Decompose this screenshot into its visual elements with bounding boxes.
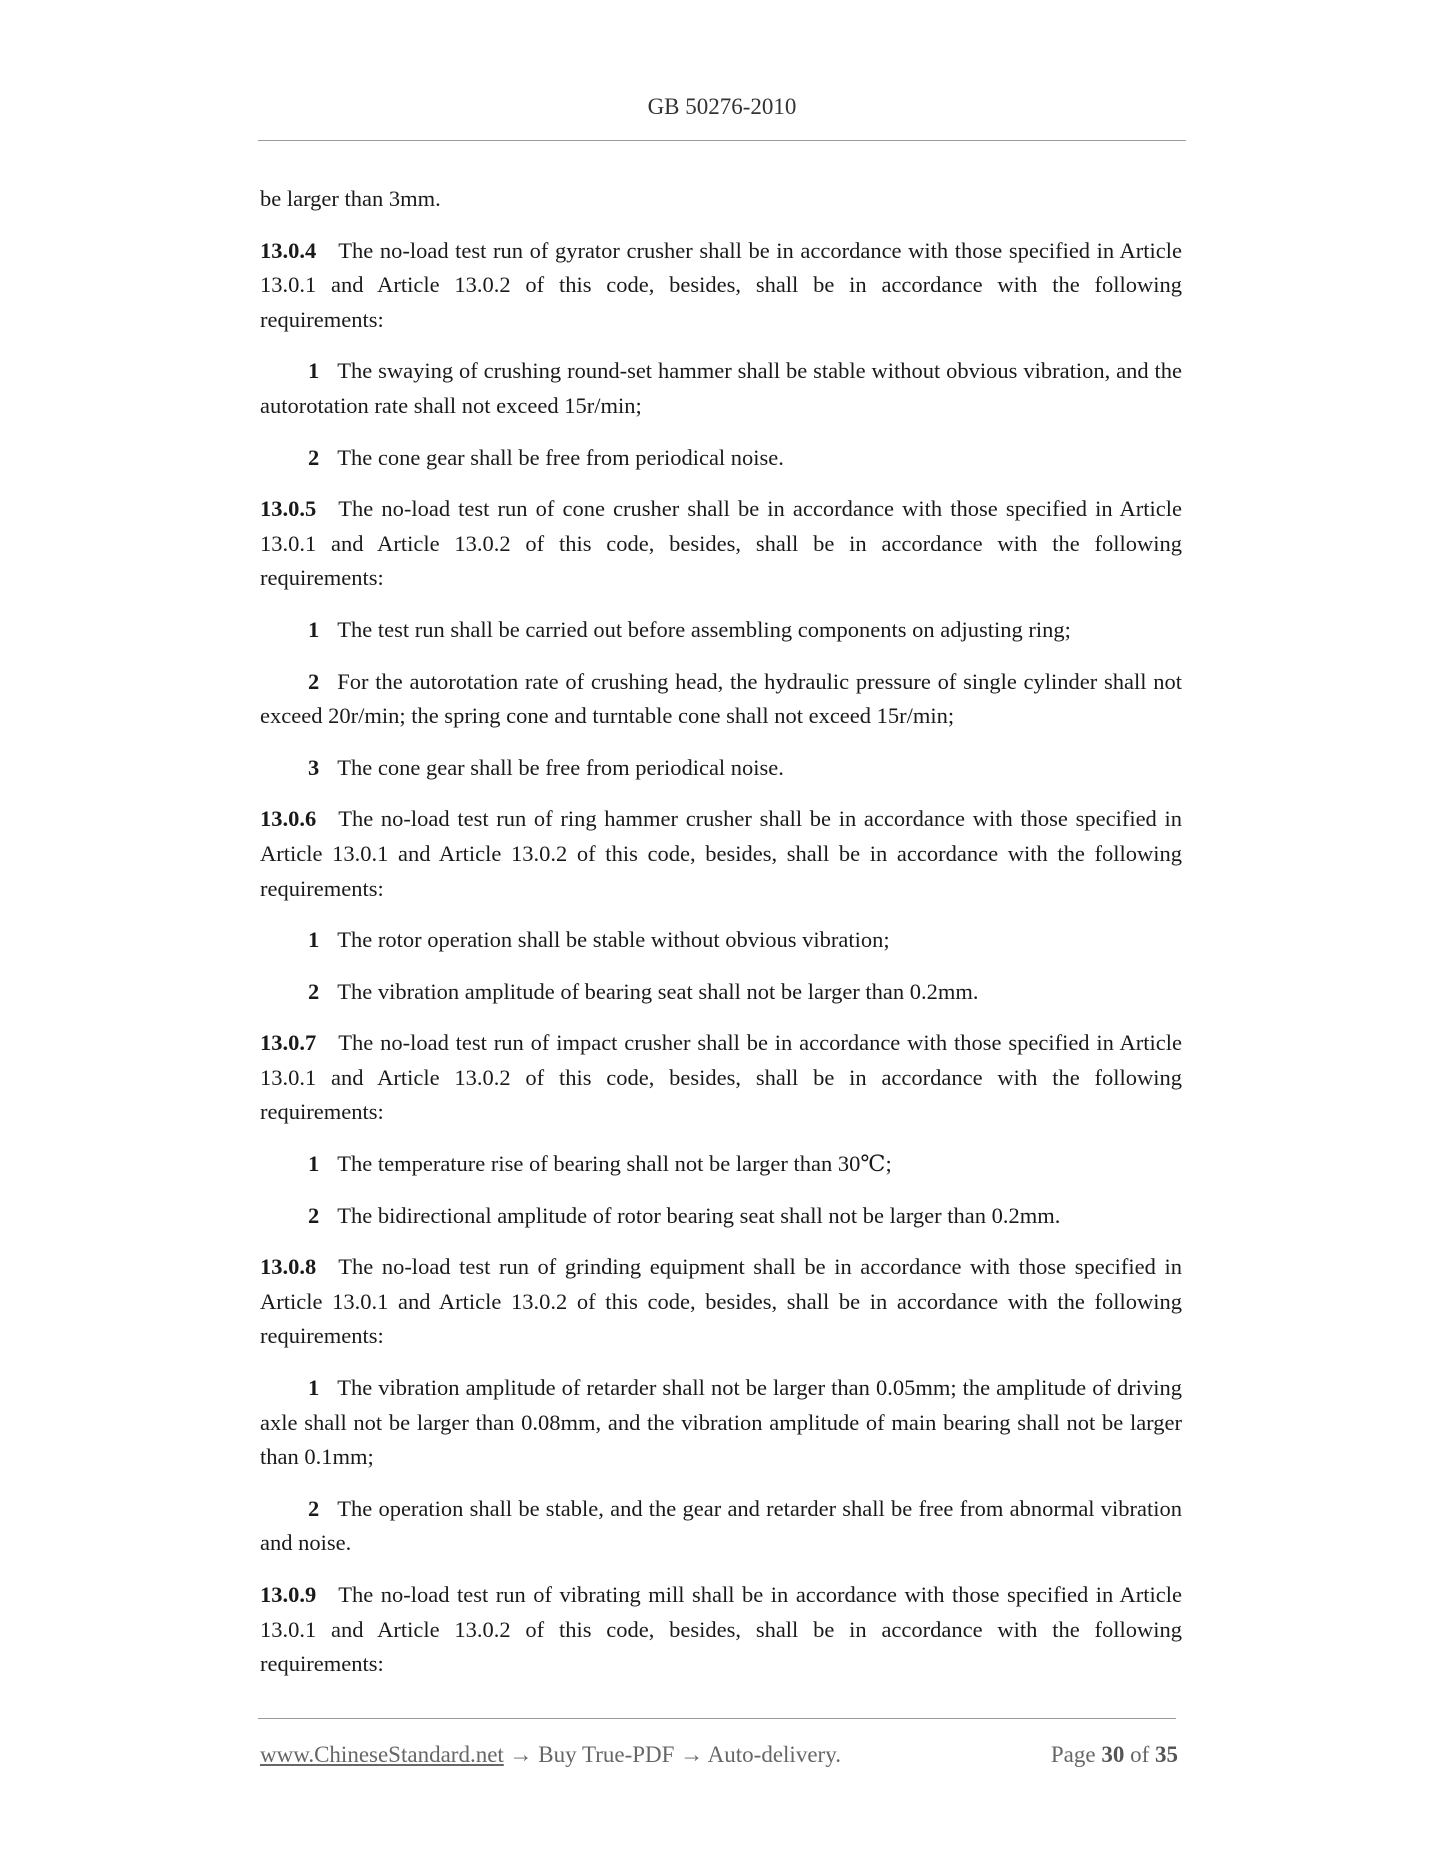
document-body (260, 182, 1182, 1699)
clause-13-0-4 (260, 234, 1182, 338)
item-text: The test run shall be carried out before assembling components on adjusting ring; (337, 616, 1071, 642)
item-number: 1 (308, 1375, 320, 1401)
list-item (260, 751, 1182, 786)
list-item (260, 923, 1182, 958)
page-number: 30 (1101, 1742, 1125, 1767)
clause-text: The no-load test run of gyrator crusher shall be in accordance with those specified in Article 13.0.1 and Article 13.0.2 of this code, besides, shall be in accordance with the following requirements: (260, 237, 1182, 332)
page-label: Page (1050, 1742, 1096, 1767)
footer-divider (258, 1718, 1176, 1719)
page-indicator (1051, 1742, 1178, 1768)
of-label: of (1130, 1742, 1150, 1767)
clause-13-0-6 (260, 802, 1182, 906)
clause-number: 13.0.6 (260, 806, 317, 832)
item-number: 2 (308, 444, 320, 470)
header-divider (258, 140, 1186, 141)
item-number: 1 (308, 616, 320, 642)
clause-number: 13.0.4 (260, 237, 317, 263)
item-number: 2 (308, 668, 320, 694)
clause-number: 13.0.8 (260, 1254, 317, 1280)
website-link[interactable]: www.ChineseStandard.net (260, 1742, 504, 1767)
list-item (260, 665, 1182, 734)
item-text: The swaying of crushing round-set hammer shall be stable without obvious vibration, and the autorotation rate shall not exceed 15r/min; (260, 358, 1182, 418)
page-total: 35 (1155, 1742, 1178, 1767)
item-number: 3 (308, 754, 320, 780)
clause-text: The no-load test run of ring hammer crusher shall be in accordance with those specified in Article 13.0.1 and Article 13.0.2 of this code, besides, shall be in accordance with the following requirements: (260, 806, 1182, 901)
list-item (260, 1199, 1182, 1234)
clause-13-0-7 (260, 1026, 1182, 1130)
clause-number: 13.0.9 (260, 1582, 317, 1607)
clause-text: The no-load test run of impact crusher shall be in accordance with those specified in Article 13.0.1 and Article 13.0.2 of this code, besides, shall be in accordance with the following requirements: (260, 1030, 1182, 1125)
clause-13-0-5 (260, 492, 1182, 596)
auto-delivery-text: Auto-delivery. (707, 1742, 841, 1767)
item-number: 1 (308, 927, 320, 953)
list-item (260, 613, 1182, 648)
arrow-icon: → (680, 1742, 704, 1767)
item-text: The vibration amplitude of retarder shall not be larger than 0.05mm; the amplitude of driving axle shall not be larger than 0.08mm, and the vibration amplitude of main bearing shall not be larger than 0.1mm; (260, 1375, 1182, 1470)
list-item (260, 1371, 1182, 1475)
clause-text: The no-load test run of vibrating mill shall be in accordance with those specified in Article 13.0.1 and Article 13.0.2 of this code, besides, shall be in accordance with the following requirements: (260, 1582, 1182, 1677)
list-item (260, 975, 1182, 1010)
item-number: 2 (308, 1202, 320, 1228)
clause-13-0-8 (260, 1250, 1182, 1354)
item-text: The cone gear shall be free from periodical noise. (337, 444, 784, 470)
buy-text: Buy True-PDF (538, 1742, 675, 1767)
item-text: The operation shall be stable, and the gear and retarder shall be free from abnormal vibration and noise. (260, 1495, 1182, 1556)
clause-text: The no-load test run of cone crusher shall be in accordance with those specified in Article 13.0.1 and Article 13.0.2 of this code, besides, shall be in accordance with the following requirements: (260, 496, 1182, 591)
arrow-icon: → (509, 1742, 533, 1767)
footer-promo (260, 1742, 841, 1768)
list-item (260, 1492, 1182, 1561)
item-text: The vibration amplitude of bearing seat shall not be larger than 0.2mm. (337, 978, 979, 1004)
item-text: The bidirectional amplitude of rotor bearing seat shall not be larger than 0.2mm. (337, 1202, 1061, 1228)
item-number: 2 (308, 978, 320, 1004)
item-text: For the autorotation rate of crushing head, the hydraulic pressure of single cylinder shall not exceed 20r/min; the spring cone and turntable cone shall not exceed 15r/min; (260, 668, 1182, 729)
item-text: The cone gear shall be free from periodical noise. (337, 754, 784, 780)
clause-number: 13.0.7 (260, 1030, 317, 1056)
list-item (260, 1147, 1182, 1182)
clause-13-0-9 (260, 1578, 1182, 1682)
item-text: The temperature rise of bearing shall not be larger than 30℃; (337, 1151, 892, 1177)
item-text: The rotor operation shall be stable without obvious vibration; (337, 927, 890, 953)
item-number: 1 (308, 1151, 320, 1177)
list-item (260, 441, 1182, 476)
item-number: 1 (308, 358, 320, 384)
continued-paragraph: be larger than 3mm. (260, 186, 441, 211)
clause-text: The no-load test run of grinding equipment shall be in accordance with those specified in Article 13.0.1 and Article 13.0.2 of this code, besides, shall be in accordance with the following requirements: (260, 1254, 1182, 1349)
clause-number: 13.0.5 (260, 496, 317, 522)
document-header: GB 50276-2010 (647, 94, 797, 119)
list-item (260, 354, 1182, 423)
item-number: 2 (308, 1495, 320, 1521)
